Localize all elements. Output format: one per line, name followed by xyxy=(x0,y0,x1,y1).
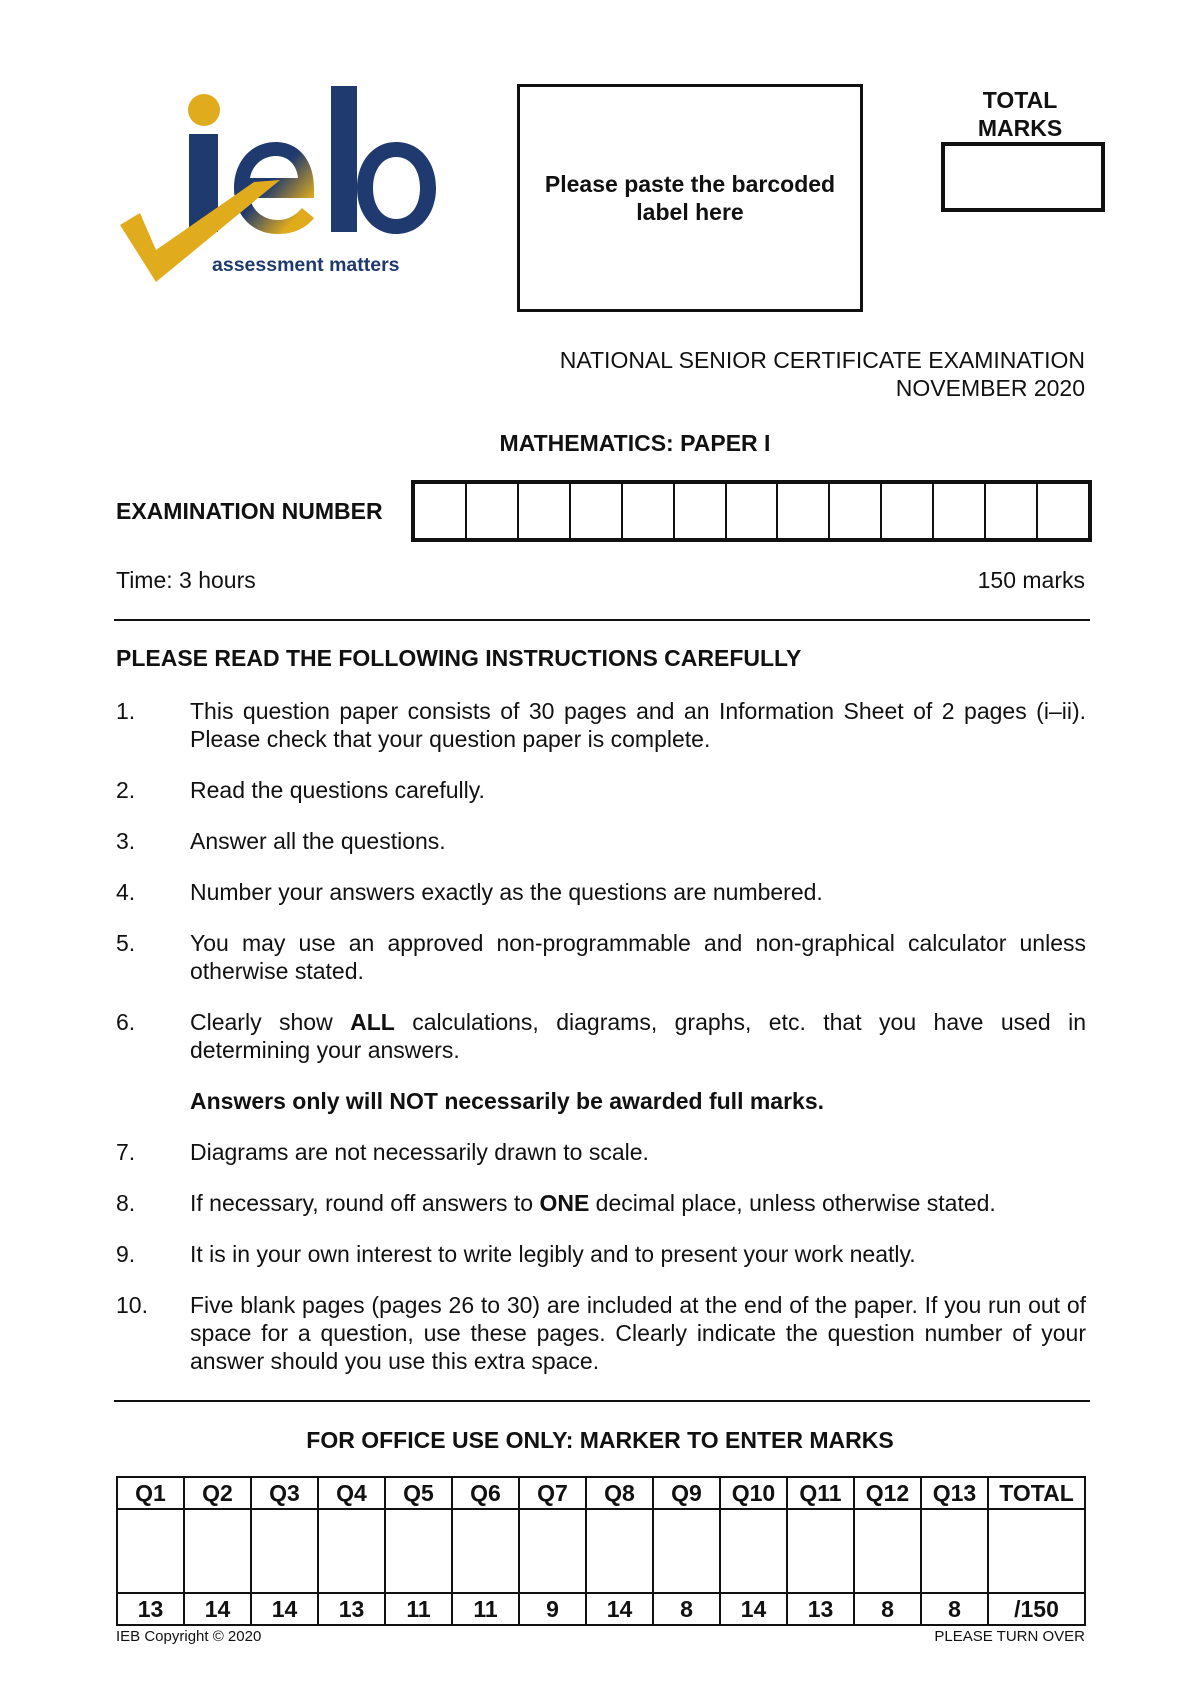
instruction-text: You may use an approved non-programmable and non-graphical calculator unless otherwise stated. xyxy=(190,930,1086,984)
instruction-number: 7. xyxy=(116,1139,136,1165)
instruction-number: 3. xyxy=(116,828,136,854)
mark-entry-cell[interactable] xyxy=(921,1509,988,1593)
instruction-number: 2. xyxy=(116,777,136,803)
instruction-number: 6. xyxy=(116,1009,136,1035)
instruction-note: Answers only will NOT necessarily be awarded full marks. xyxy=(190,1088,825,1114)
instruction-text: Number your answers exactly as the questions are numbered. xyxy=(190,879,823,905)
question-header: Q2 xyxy=(184,1477,251,1509)
exam-number-cell[interactable] xyxy=(519,484,571,538)
divider xyxy=(114,1400,1090,1402)
max-mark: 13 xyxy=(318,1593,385,1625)
instruction-item xyxy=(116,1189,1086,1217)
exam-title xyxy=(560,346,1085,402)
question-header: Q7 xyxy=(519,1477,586,1509)
mark-entry-cell[interactable] xyxy=(184,1509,251,1593)
instruction-text: Read the questions carefully. xyxy=(190,777,485,803)
instruction-item xyxy=(116,1291,1086,1375)
instruction-number: 9. xyxy=(116,1241,136,1267)
instruction-number: 8. xyxy=(116,1190,136,1216)
exam-number-cell[interactable] xyxy=(1038,484,1088,538)
exam-number-cell[interactable] xyxy=(882,484,934,538)
question-header: Q1 xyxy=(117,1477,184,1509)
divider xyxy=(114,619,1090,621)
mark-entry-cell[interactable] xyxy=(720,1509,787,1593)
total-max-mark: /150 xyxy=(988,1593,1085,1625)
instruction-item xyxy=(116,697,1086,753)
mark-entry-cell[interactable] xyxy=(586,1509,653,1593)
total-marks-box[interactable] xyxy=(941,142,1105,212)
barcode-label-text: Please paste the barcoded label here xyxy=(544,171,836,225)
instruction-text: Five blank pages (pages 26 to 30) are included at the end of the paper. If you run out of space for a question, use these pages. Clearly indicate the question number of your answer should you use this extra space. xyxy=(190,1292,1086,1374)
subject-title: MATHEMATICS: PAPER I xyxy=(499,430,771,456)
instruction-item xyxy=(116,929,1086,985)
total-marks-label: TOTAL MARKS xyxy=(977,87,1063,141)
exam-number-cell[interactable] xyxy=(571,484,623,538)
max-mark: 11 xyxy=(385,1593,452,1625)
instruction-text: This question paper consists of 30 pages and an Information Sheet of 2 pages (i–ii). Please check that your question paper is complete. xyxy=(190,698,1086,752)
instruction-text-post: calculations, diagrams, graphs, etc. that you have used in determining your answers. xyxy=(190,1009,1087,1063)
logo-b xyxy=(331,86,436,234)
exam-number-cell[interactable] xyxy=(623,484,675,538)
mark-entry-cell[interactable] xyxy=(318,1509,385,1593)
exam-title-line1: NATIONAL SENIOR CERTIFICATE EXAMINATION xyxy=(559,347,1085,373)
exam-number-cell[interactable] xyxy=(467,484,519,538)
marks-header-row xyxy=(117,1477,1085,1509)
question-header: Q3 xyxy=(251,1477,318,1509)
mark-entry-cell[interactable] xyxy=(452,1509,519,1593)
max-mark: 9 xyxy=(519,1593,586,1625)
instructions-list xyxy=(116,697,1086,1398)
instructions-heading: PLEASE READ THE FOLLOWING INSTRUCTIONS CAREFULLY xyxy=(116,645,802,671)
exam-number-cell[interactable] xyxy=(727,484,779,538)
max-mark: 8 xyxy=(921,1593,988,1625)
instruction-item xyxy=(116,1008,1086,1064)
instruction-number: 10. xyxy=(116,1292,148,1318)
mark-entry-cell[interactable] xyxy=(385,1509,452,1593)
instruction-text xyxy=(190,1008,1086,1064)
question-header: Q5 xyxy=(385,1477,452,1509)
office-use-heading: FOR OFFICE USE ONLY: MARKER TO ENTER MARKS xyxy=(306,1427,894,1453)
question-header: Q11 xyxy=(787,1477,854,1509)
examination-number-boxes[interactable] xyxy=(411,480,1092,542)
max-mark: 13 xyxy=(787,1593,854,1625)
max-mark: 14 xyxy=(184,1593,251,1625)
instruction-text-bold: ONE xyxy=(539,1190,590,1216)
instruction-text xyxy=(190,1189,1086,1217)
question-header: Q13 xyxy=(921,1477,988,1509)
footer-turn-over: PLEASE TURN OVER xyxy=(934,1628,1085,1645)
max-mark: 13 xyxy=(117,1593,184,1625)
barcode-label-box xyxy=(517,84,863,312)
instruction-text-pre: Clearly show xyxy=(190,1009,351,1035)
logo-tagline: assessment matters xyxy=(212,254,400,276)
max-mark: 14 xyxy=(251,1593,318,1625)
mark-entry-cell[interactable] xyxy=(854,1509,921,1593)
exam-number-cell[interactable] xyxy=(675,484,727,538)
instruction-item xyxy=(116,776,1086,804)
mark-entry-cell[interactable] xyxy=(117,1509,184,1593)
mark-entry-cell[interactable] xyxy=(519,1509,586,1593)
footer-copyright: IEB Copyright © 2020 xyxy=(116,1628,262,1645)
instruction-text: It is in your own interest to write legibly and to present your work neatly. xyxy=(190,1241,916,1267)
exam-number-cell[interactable] xyxy=(415,484,467,538)
exam-title-line2: NOVEMBER 2020 xyxy=(895,375,1085,401)
instruction-number: 1. xyxy=(116,698,136,724)
total-header: TOTAL xyxy=(988,1477,1085,1509)
instruction-text-pre: If necessary, round off answers to xyxy=(190,1190,540,1216)
exam-number-cell[interactable] xyxy=(986,484,1038,538)
max-mark: 11 xyxy=(452,1593,519,1625)
exam-total-marks: 150 marks xyxy=(977,567,1085,593)
question-header: Q10 xyxy=(720,1477,787,1509)
question-header: Q6 xyxy=(452,1477,519,1509)
instruction-number: 5. xyxy=(116,930,136,956)
max-marks-row xyxy=(117,1593,1085,1625)
max-mark: 8 xyxy=(854,1593,921,1625)
max-mark: 14 xyxy=(720,1593,787,1625)
mark-entry-cell[interactable] xyxy=(787,1509,854,1593)
instruction-item xyxy=(116,1240,1086,1268)
instruction-text-bold: ALL xyxy=(350,1009,395,1035)
exam-number-cell[interactable] xyxy=(830,484,882,538)
exam-number-cell[interactable] xyxy=(934,484,986,538)
logo-dot xyxy=(188,94,220,126)
marks-entry-row xyxy=(117,1509,1085,1593)
exam-number-cell[interactable] xyxy=(778,484,830,538)
mark-entry-cell[interactable] xyxy=(251,1509,318,1593)
instruction-text-post: decimal place, unless otherwise stated. xyxy=(589,1190,996,1216)
ieb-logo-graphic xyxy=(118,80,458,305)
question-header: Q4 xyxy=(318,1477,385,1509)
mark-entry-cell[interactable] xyxy=(653,1509,720,1593)
instruction-text: Diagrams are not necessarily drawn to scale. xyxy=(190,1139,649,1165)
instruction-item xyxy=(116,1138,1086,1166)
total-entry-cell[interactable] xyxy=(988,1509,1085,1593)
marks-table xyxy=(116,1476,1086,1626)
instruction-item xyxy=(116,878,1086,906)
instruction-item xyxy=(116,827,1086,855)
max-mark: 14 xyxy=(586,1593,653,1625)
instruction-number: 4. xyxy=(116,879,136,905)
exam-time: Time: 3 hours xyxy=(116,567,256,593)
instruction-text: Answer all the questions. xyxy=(190,828,446,854)
ieb-logo xyxy=(118,80,458,305)
examination-number-label: EXAMINATION NUMBER xyxy=(116,498,383,524)
max-mark: 8 xyxy=(653,1593,720,1625)
question-header: Q9 xyxy=(653,1477,720,1509)
question-header: Q8 xyxy=(586,1477,653,1509)
question-header: Q12 xyxy=(854,1477,921,1509)
